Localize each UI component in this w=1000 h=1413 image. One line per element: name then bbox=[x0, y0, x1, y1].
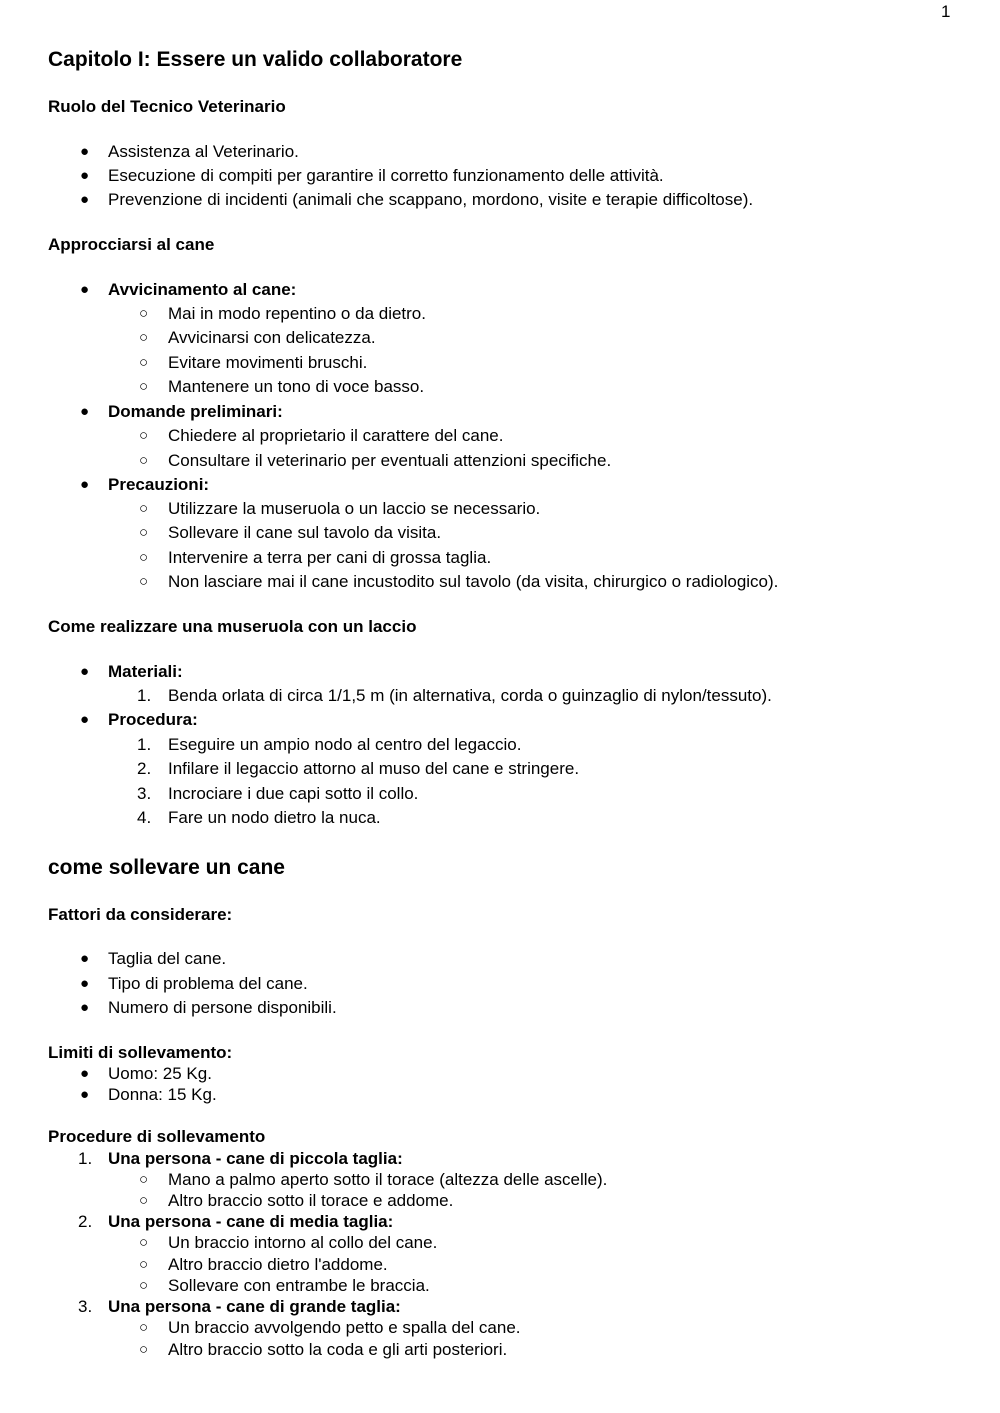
group-label: Avvicinamento al cane: bbox=[108, 280, 297, 299]
list-item: Un braccio avvolgendo petto e spalla del cane. bbox=[168, 1318, 521, 1337]
section-heading-approcciarsi: Approcciarsi al cane bbox=[48, 235, 215, 254]
number-marker: 4. bbox=[137, 808, 152, 827]
page-number: 1 bbox=[941, 2, 951, 21]
circle-marker: ○ bbox=[139, 378, 149, 395]
list-item: Mano a palmo aperto sotto il torace (altezza delle ascelle). bbox=[168, 1170, 608, 1189]
list-item: Taglia del cane. bbox=[108, 949, 227, 968]
circle-marker: ○ bbox=[139, 427, 149, 444]
circle-marker: ○ bbox=[139, 354, 149, 371]
group-label: Precauzioni: bbox=[108, 475, 210, 494]
list-item: Mai in modo repentino o da dietro. bbox=[168, 304, 426, 323]
list-item: Un braccio intorno al collo del cane. bbox=[168, 1233, 438, 1252]
circle-marker: ○ bbox=[139, 1256, 149, 1273]
circle-marker: ○ bbox=[139, 305, 149, 322]
list-item: Benda orlata di circa 1/1,5 m (in alternativa, corda o guinzaglio di nylon/tessuto). bbox=[168, 686, 772, 705]
list-item: Donna: 15 Kg. bbox=[108, 1085, 217, 1104]
number-marker: 3. bbox=[78, 1297, 93, 1316]
list-item: Uomo: 25 Kg. bbox=[108, 1064, 212, 1083]
section-heading-fattori: Fattori da considerare: bbox=[48, 905, 233, 924]
bullet-marker: ● bbox=[80, 950, 90, 967]
bullet-marker: ● bbox=[80, 167, 90, 184]
section-title-sollevare: come sollevare un cane bbox=[48, 856, 285, 879]
group-label: Una persona - cane di grande taglia: bbox=[108, 1297, 401, 1316]
list-item: Altro braccio sotto il torace e addome. bbox=[168, 1191, 454, 1210]
circle-marker: ○ bbox=[139, 573, 149, 590]
number-marker: 2. bbox=[78, 1212, 93, 1231]
number-marker: 2. bbox=[137, 759, 152, 778]
list-item: Sollevare con entrambe le braccia. bbox=[168, 1276, 430, 1295]
list-item: Fare un nodo dietro la nuca. bbox=[168, 808, 381, 827]
section-heading-ruolo: Ruolo del Tecnico Veterinario bbox=[48, 97, 286, 116]
bullet-marker: ● bbox=[80, 975, 90, 992]
list-item: Infilare il legaccio attorno al muso del cane e stringere. bbox=[168, 759, 580, 778]
list-item: Tipo di problema del cane. bbox=[108, 974, 308, 993]
list-item: Incrociare i due capi sotto il collo. bbox=[168, 784, 419, 803]
group-label: Materiali: bbox=[108, 662, 183, 681]
section-heading-museruola: Come realizzare una museruola con un laccio bbox=[48, 617, 417, 636]
list-item: Non lasciare mai il cane incustodito sul tavolo (da visita, chirurgico o radiologico). bbox=[168, 572, 779, 591]
list-item: Avvicinarsi con delicatezza. bbox=[168, 328, 376, 347]
bullet-marker: ● bbox=[80, 143, 90, 160]
bullet-marker: ● bbox=[80, 191, 90, 208]
group-label: Una persona - cane di media taglia: bbox=[108, 1212, 394, 1231]
list-item: Eseguire un ampio nodo al centro del legaccio. bbox=[168, 735, 522, 754]
bullet-marker: ● bbox=[80, 1065, 90, 1082]
list-item: Sollevare il cane sul tavolo da visita. bbox=[168, 523, 442, 542]
circle-marker: ○ bbox=[139, 329, 149, 346]
number-marker: 1. bbox=[137, 686, 152, 705]
list-item: Utilizzare la museruola o un laccio se necessario. bbox=[168, 499, 541, 518]
list-item: Altro braccio dietro l'addome. bbox=[168, 1255, 388, 1274]
circle-marker: ○ bbox=[139, 1319, 149, 1336]
list-item: Consultare il veterinario per eventuali attenzioni specifiche. bbox=[168, 451, 612, 470]
list-item: Evitare movimenti bruschi. bbox=[168, 353, 368, 372]
bullet-marker: ● bbox=[80, 1086, 90, 1103]
bullet-marker: ● bbox=[80, 663, 90, 680]
circle-marker: ○ bbox=[139, 1341, 149, 1358]
number-marker: 1. bbox=[78, 1149, 93, 1168]
number-marker: 3. bbox=[137, 784, 152, 803]
circle-marker: ○ bbox=[139, 1277, 149, 1294]
bullet-marker: ● bbox=[80, 711, 90, 728]
bullet-marker: ● bbox=[80, 999, 90, 1016]
list-item: Assistenza al Veterinario. bbox=[108, 142, 299, 161]
bullet-marker: ● bbox=[80, 476, 90, 493]
group-label: Una persona - cane di piccola taglia: bbox=[108, 1149, 403, 1168]
bullet-marker: ● bbox=[80, 281, 90, 298]
list-item: Mantenere un tono di voce basso. bbox=[168, 377, 425, 396]
list-item: Prevenzione di incidenti (animali che scappano, mordono, visite e terapie difficoltose). bbox=[108, 190, 754, 209]
circle-marker: ○ bbox=[139, 1192, 149, 1209]
circle-marker: ○ bbox=[139, 500, 149, 517]
circle-marker: ○ bbox=[139, 452, 149, 469]
section-heading-procedure: Procedure di sollevamento bbox=[48, 1127, 266, 1146]
list-item: Esecuzione di compiti per garantire il corretto funzionamento delle attività. bbox=[108, 166, 664, 185]
list-item: Chiedere al proprietario il carattere del cane. bbox=[168, 426, 504, 445]
circle-marker: ○ bbox=[139, 549, 149, 566]
chapter-title: Capitolo I: Essere un valido collaboratore bbox=[48, 48, 463, 71]
circle-marker: ○ bbox=[139, 1171, 149, 1188]
list-item: Intervenire a terra per cani di grossa taglia. bbox=[168, 548, 492, 567]
number-marker: 1. bbox=[137, 735, 152, 754]
section-heading-limiti: Limiti di sollevamento: bbox=[48, 1043, 233, 1062]
circle-marker: ○ bbox=[139, 524, 149, 541]
group-label: Domande preliminari: bbox=[108, 402, 283, 421]
list-item: Numero di persone disponibili. bbox=[108, 998, 337, 1017]
bullet-marker: ● bbox=[80, 403, 90, 420]
group-label: Procedura: bbox=[108, 710, 198, 729]
circle-marker: ○ bbox=[139, 1234, 149, 1251]
list-item: Altro braccio sotto la coda e gli arti posteriori. bbox=[168, 1340, 508, 1359]
